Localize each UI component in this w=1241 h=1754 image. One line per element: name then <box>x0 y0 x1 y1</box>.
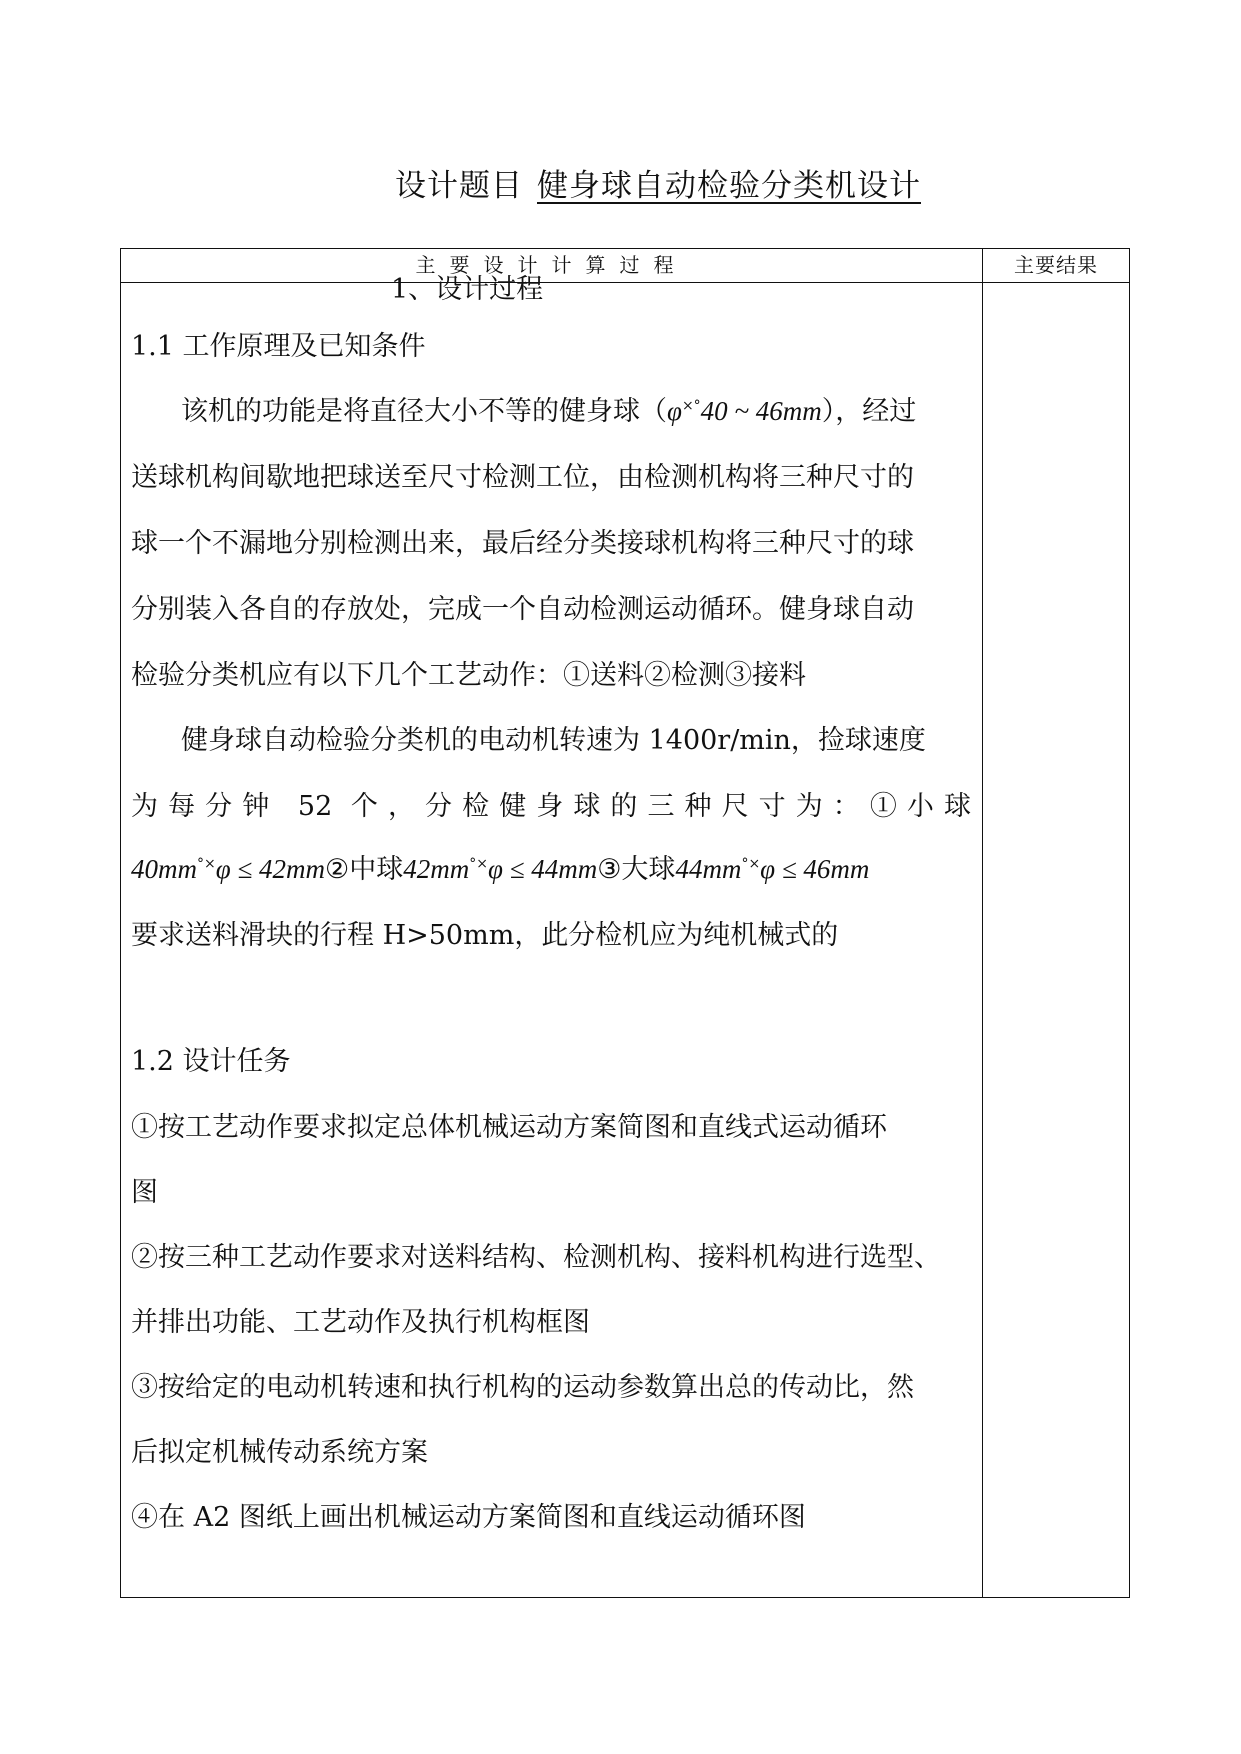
big-ball-label: ③大球 <box>597 854 676 885</box>
column-divider <box>982 249 983 1597</box>
header-main: 主要设计计算过程 <box>415 253 688 277</box>
section-1-2-heading: 1.2 设计任务 <box>131 1046 291 1077</box>
para1-line4: 分别装入各自的存放处，完成一个自动检测运动循环。健身球自动 <box>131 594 914 625</box>
task2-line2: 并排出功能、工艺动作及执行机构框图 <box>131 1307 590 1338</box>
tolerance-mark: °× <box>197 856 216 872</box>
task1-line2: 图 <box>131 1177 158 1208</box>
para1-line2: 送球机构间歇地把球送至尺寸检测工位，由检测机构将三种尺寸的 <box>131 462 914 493</box>
task3-line2: 后拟定机械传动系统方案 <box>131 1437 428 1468</box>
para2-line2: 为每分钟 52 个，分检健身球的三种尺寸为：①小球 <box>131 791 971 822</box>
small-ball-max: φ ≤ 42mm <box>215 854 325 884</box>
big-ball-max: φ ≤ 46mm <box>760 854 870 884</box>
section-1-1-heading: 1.1 工作原理及已知条件 <box>131 331 426 362</box>
diameter-range: 40 ~ 46mm <box>700 396 822 426</box>
para1-line1 <box>181 389 916 428</box>
para2-line1: 健身球自动检验分类机的电动机转速为 1400r/min，捡球速度 <box>181 725 926 756</box>
task4-line: ④在 A2 图纸上画出机械运动方案简图和直线运动循环图 <box>131 1502 806 1533</box>
phi-symbol: φ <box>667 396 682 426</box>
title-subject: 健身球自动检验分类机设计 <box>537 168 921 204</box>
small-ball-min: 40mm <box>131 854 197 884</box>
design-table <box>120 248 1130 1598</box>
tolerance-mark: °× <box>469 856 488 872</box>
task2-line1: ②按三种工艺动作要求对送料结构、检测机构、接料机构进行选型、 <box>131 1242 941 1273</box>
mid-ball-max: φ ≤ 44mm <box>487 854 598 884</box>
para1-line1-a: 该机的功能是将直径大小不等的健身球（ <box>181 396 667 427</box>
header-result: 主要结果 <box>1014 253 1098 277</box>
tolerance-mark: ×° <box>681 398 701 414</box>
big-ball-min: 44mm <box>675 854 742 884</box>
para1-line1-b: ），经过 <box>821 396 917 427</box>
para2-line3 <box>131 847 869 886</box>
header-divider <box>121 282 1129 283</box>
mid-ball-min: 42mm <box>403 854 470 884</box>
task3-line1: ③按给定的电动机转速和执行机构的运动参数算出总的传动比，然 <box>131 1372 914 1403</box>
task1-line1: ①按工艺动作要求拟定总体机械运动方案简图和直线式运动循环 <box>131 1112 887 1143</box>
para1-line5: 检验分类机应有以下几个工艺动作：①送料②检测③接料 <box>131 660 806 691</box>
mid-ball-label: ②中球 <box>325 854 404 885</box>
section-1-heading: 1、设计过程 <box>391 274 544 305</box>
page-title <box>395 160 921 205</box>
para2-line4: 要求送料滑块的行程 H>50mm，此分检机应为纯机械式的 <box>131 920 839 951</box>
title-label: 设计题目 <box>395 168 523 204</box>
para1-line3: 球一个不漏地分别检测出来，最后经分类接球机构将三种尺寸的球 <box>131 528 914 559</box>
tolerance-mark: °× <box>741 856 761 872</box>
